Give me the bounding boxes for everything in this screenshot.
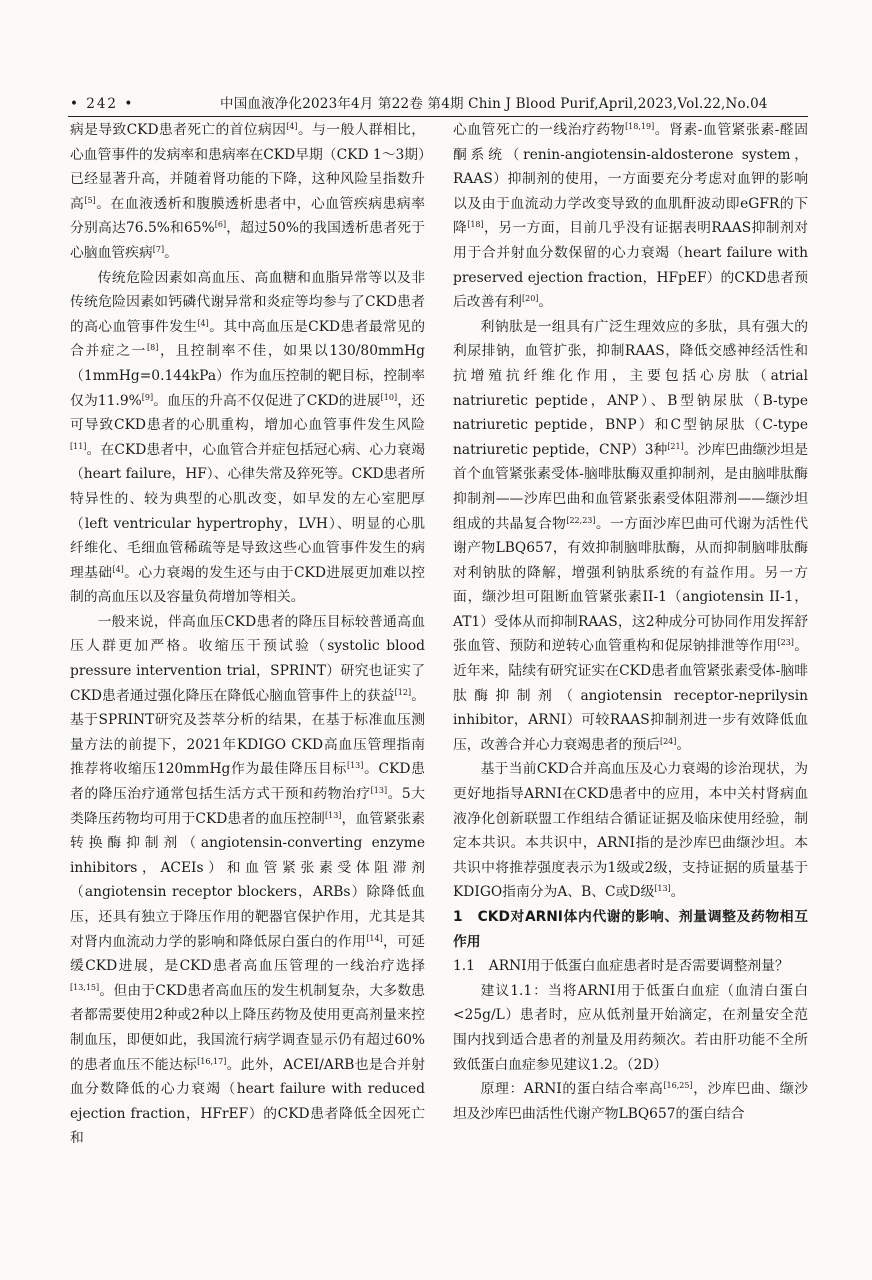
citation-ref: [13,15] bbox=[70, 982, 100, 992]
citation-ref: [12] bbox=[394, 687, 412, 697]
text-run: 传统危险因素如高血压、高血糖和血脂异常等以及非传统危险因素如钙磷代谢异常和炎症等均参与了CKD患者的高心血管事件发生 bbox=[70, 269, 425, 335]
paragraph bbox=[453, 1077, 808, 1126]
text-run: ，血管紧张素转换酶抑制剂（angiotensin-converting enzyme inhibitors，ACEIs）和血管紧张素受体阻滞剂（angiotensin receptor blockers，ARBs）除降低血压，还具有独立于降压作用的靶器官保护作用，尤其是其对肾内血流动力学的影响和降低尿白蛋白的作用 bbox=[70, 810, 425, 950]
citation-ref: [4] bbox=[112, 564, 124, 574]
paragraph bbox=[453, 757, 808, 905]
text-run: 1 CKD对ARNI体内代谢的影响、剂量调整及药物相互作用 bbox=[453, 909, 808, 950]
text-run: 。其中高血压是CKD患者最常见的合并症之一 bbox=[70, 318, 426, 360]
text-run: 。 bbox=[538, 294, 553, 311]
paragraph bbox=[70, 266, 425, 610]
subsection-heading bbox=[453, 954, 808, 979]
running-header bbox=[70, 95, 810, 115]
text-run: 。在CKD患者中，心血管合并症包括冠心病、心力衰竭（heart failure，HF）、心律失常及猝死等。CKD患者所特异性的、较为典型的心肌改变，如早发的左心室肥厚（left ventricular hypertrophy，LVH）、明显的心肌纤维化、毛细血管稀疏等是导致这些心血管事件发生的病理基础 bbox=[70, 441, 425, 581]
text-run: 。在血液透析和腹膜透析患者中，心血管疾病患病率分别高达76.5%和65% bbox=[70, 195, 426, 237]
text-run: ，可延缓CKD进展，是CKD患者高血压管理的一线治疗选择 bbox=[70, 933, 426, 975]
citation-ref: [9] bbox=[141, 392, 154, 402]
text-run: 。 bbox=[670, 884, 685, 901]
text-run: 。5大类降压药物均可用于CKD患者的血压控制 bbox=[70, 786, 426, 827]
text-run: 病是导致CKD患者死亡的首位病因 bbox=[70, 122, 287, 138]
citation-ref: [16,25] bbox=[663, 1081, 693, 1091]
text-run: 。与一般人群相比，心血管事件的发病率和患病率在CKD早期（CKD 1～3期）已经显著升高，并随着肾功能的下降，这种风险呈指数升高 bbox=[70, 122, 426, 212]
citation-ref: [13] bbox=[346, 761, 364, 771]
citation-ref: [22,23] bbox=[566, 515, 596, 525]
citation-ref: [24] bbox=[659, 736, 677, 746]
page-number: • 242 • bbox=[70, 96, 135, 112]
citation-ref: [4] bbox=[286, 122, 298, 131]
paragraph bbox=[453, 315, 808, 758]
header-rule bbox=[68, 116, 808, 117]
text-run: ，且控制率不佳，如果以130/80mmHg（1mmHg=0.144kPa）作为血压控制的靶目标，控制率仅为11.9% bbox=[70, 343, 425, 409]
text-run: 。但由于CKD患者高血压的发生机制复杂，大多数患者都需要使用2种或2种以上降压药物及使用更高剂量来控制血压，即便如此，我国流行病学调查显示仍有超过60%的患者血压不能达标 bbox=[70, 982, 425, 1073]
citation-ref: [21] bbox=[667, 441, 684, 451]
text-run: 。沙库巴曲缬沙坦是首个血管紧张素受体-脑啡肽酶双重抑制剂，是由脑啡肽酶抑制剂——沙库巴曲和血管紧张素受体阻滞剂——缬沙坦组成的共晶复合物 bbox=[453, 441, 808, 532]
text-run: 基于当前CKD合并高血压及心力衰竭的诊治现状，为更好地指导ARNI在CKD患者中的应用，本中关村肾病血液净化创新联盟工作组结合循证证据及临床使用经验，制定本共识。本共识中，ARNI指的是沙库巴曲缬沙坦。本共识中将推荐强度表示为1级或2级，支持证据的质量基于KDIGO指南分为A、B、C或D级 bbox=[453, 761, 808, 901]
citation-ref: [16,17] bbox=[197, 1056, 227, 1066]
text-run: 原理：ARNI的蛋白结合率高 bbox=[480, 1081, 664, 1098]
citation-ref: [10] bbox=[380, 392, 398, 402]
text-run: 。心力衰竭的发生还与由于CKD进展更加难以控制的高血压以及容量负荷增加等相关。 bbox=[70, 564, 425, 606]
citation-ref: [13] bbox=[370, 786, 388, 796]
citation-ref: [8] bbox=[147, 343, 159, 353]
text-run: 。血压的升高不仅促进了CKD的进展 bbox=[153, 392, 381, 409]
citation-ref: [4] bbox=[197, 318, 209, 328]
text-run: 。此外，ACEI/ARB也是合并射血分数降低的心力衰竭（heart failure with reduced ejection fraction，HFrEF）的CKD患者降低全因死亡和 bbox=[70, 1056, 426, 1147]
text-run: 心血管死亡的一线治疗药物 bbox=[453, 122, 626, 138]
citation-ref: [5] bbox=[84, 195, 96, 205]
text-run: 利钠肽是一组具有广泛生理效应的多肽，具有强大的利尿排钠，血管扩张，抑制RAAS，降低交感神经活性和抗增殖抗纤维化作用，主要包括心房肽（atrial natriuretic peptide，ANP）、B型钠尿肽（B-type natriuretic peptide，BNP）和C型钠尿肽（C-type natriuretic peptide，CNP）3种 bbox=[453, 318, 808, 458]
text-run: 建议1.1：当将ARNI用于低蛋白血症（血清白蛋白<25g/L）患者时，应从低剂量开始滴定，在剂量安全范围内找到适合患者的剂量及用药频次。若由肝功能不全所致低蛋白血症参见建议1.2。（2D） bbox=[453, 982, 808, 1073]
paragraph bbox=[453, 118, 808, 315]
text-run: 。近年来，陆续有研究证实在CKD患者血管紧张素受体-脑啡肽酶抑制剂（angiotensin receptor-neprilysin inhibitor，ARNI）可较RAAS抑制剂进一步有效降低血压，改善合并心力衰竭患者的预后 bbox=[453, 638, 809, 753]
citation-ref: [13] bbox=[324, 810, 342, 820]
text-run: 。肾素-血管紧张素-醛固酮系统（renin-angiotensin-aldosterone system，RAAS）抑制剂的使用，一方面要充分考虑对血钾的影响以及由于血流动力学改变导致的血肌酐波动即eGFR的下降 bbox=[453, 122, 809, 237]
text-run: ，还可导致CKD患者的心肌重构，增加心血管事件发生风险 bbox=[70, 392, 425, 434]
citation-ref: [13] bbox=[654, 884, 671, 894]
journal-citation: 中国血液净化2023年4月 第22卷 第4期 Chin J Blood Purif,April,2023,Vol.22,No.04 bbox=[220, 96, 768, 112]
paragraph bbox=[70, 610, 425, 1151]
citation-ref: [7] bbox=[152, 244, 165, 254]
text-run: 。基于SPRINT研究及荟萃分析的结果，在基于标准血压测量方法的前提下，2021年KDIGO CKD高血压管理指南推荐将收缩压120mmHg作为最佳降压目标 bbox=[70, 687, 425, 778]
citation-ref: [23] bbox=[777, 638, 794, 648]
text-run: 1.1 ARNI用于低蛋白血症患者时是否需要调整剂量？ bbox=[453, 958, 789, 975]
text-run: ，沙库巴曲、缬沙坦及沙库巴曲活性代谢产物LBQ657的蛋白结合 bbox=[453, 1081, 809, 1122]
text-run: 一般来说，伴高血压CKD患者的降压目标较普通高血压人群更加严格。收缩压干预试验（systolic blood pressure intervention trial，SPRINT）研究也证实了CKD患者通过强化降压在降低心脑血管事件上的获益 bbox=[70, 613, 425, 704]
citation-ref: [18,19] bbox=[625, 122, 655, 131]
text-run: 。一方面沙库巴曲可代谢为活性代谢产物LBQ657，有效抑制脑啡肽酶，从而抑制脑啡肽酶对利钠肽的降解，增强利钠肽系统的有益作用。另一方面，缬沙坦可阻断血管紧张素II-1（angiotensin II-1，AT1）受体从而抑制RAAS，这2种成分可协同作用发挥舒张血管、预防和逆转心血管重构和促尿钠排泄等作用 bbox=[453, 515, 809, 655]
text-run: 。CKD患者的降压治疗通常包括生活方式干预和药物治疗 bbox=[70, 761, 425, 803]
text-run: ，超过50%的我国透析患者死于心脑血管疾病 bbox=[70, 220, 425, 261]
text-run: 。 bbox=[676, 736, 691, 753]
citation-ref: [11] bbox=[70, 441, 87, 451]
citation-ref: [18] bbox=[467, 220, 484, 230]
citation-ref: [20] bbox=[521, 294, 539, 304]
right-column bbox=[453, 118, 808, 1126]
paragraph bbox=[453, 979, 808, 1077]
text-run: 。 bbox=[164, 244, 178, 261]
citation-ref: [14] bbox=[366, 933, 383, 943]
text-run: ，另一方面，目前几乎没有证据表明RAAS抑制剂对用于合并射血分数保留的心力衰竭（heart failure with preserved ejection fraction，HFpEF）的CKD患者预后改善有利 bbox=[453, 220, 808, 311]
paragraph bbox=[70, 118, 425, 266]
section-heading bbox=[453, 905, 808, 954]
citation-ref: [6] bbox=[214, 220, 227, 230]
left-column bbox=[70, 118, 425, 1151]
